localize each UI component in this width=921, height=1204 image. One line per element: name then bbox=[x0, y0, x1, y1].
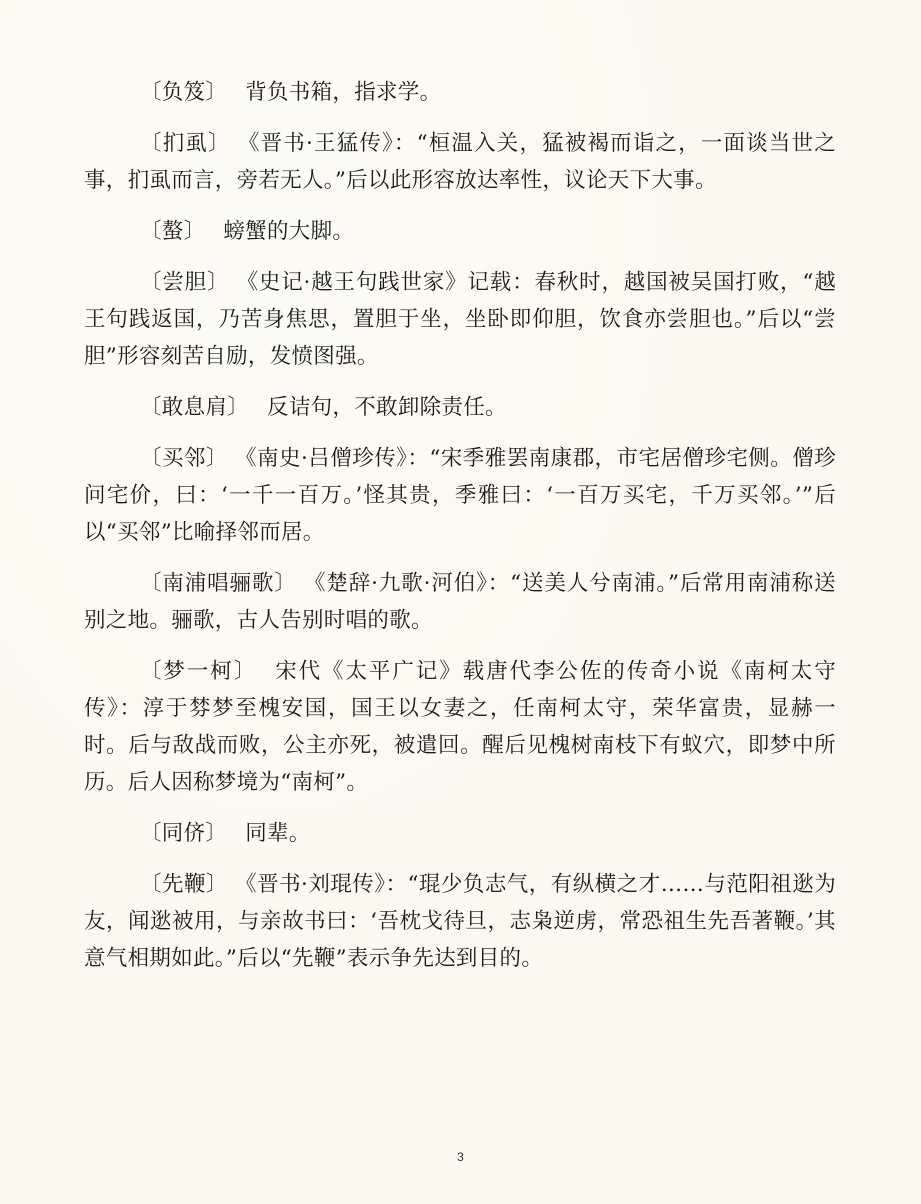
entry-definition: 反诘句，不敢卸除责任。 bbox=[267, 395, 507, 420]
page-number: 3 bbox=[457, 1150, 464, 1164]
entry-definition: 《南史·吕僧珍传》：“宋季雅罢南康郡，市宅居僧珍宅侧。僧珍问宅价，曰：‘一千一百万。’怪其贵，季雅曰：‘一百万买宅，千万买邻。’”后以“买邻”比喻择邻而居。 bbox=[84, 446, 836, 545]
entry-definition: 同辈。 bbox=[245, 821, 311, 846]
glossary-entry-menshi bbox=[84, 125, 836, 199]
entry-term: 〔负笈〕 bbox=[140, 80, 228, 105]
glossary-entry-mengyike bbox=[84, 653, 836, 801]
entry-term: 〔扪虱〕 bbox=[140, 131, 231, 156]
entry-term: 〔梦一柯〕 bbox=[140, 659, 258, 684]
entry-term: 〔尝胆〕 bbox=[140, 270, 230, 295]
entry-term: 〔同侪〕 bbox=[140, 821, 228, 846]
entry-definition: 宋代《太平广记》载唐代李公佐的传奇小说《南柯太守传》：淳于棼梦至槐安国，国王以女妻之，任南柯太守，荣华富贵，显赫一时。后与敌战而败，公主亦死，被遣回。醒后见槐树南枝下有蚁穴，即梦中所历。后人因称梦境为“南柯”。 bbox=[84, 659, 836, 795]
glossary-entry-ganxijian bbox=[84, 389, 836, 426]
glossary-entry-nanpu bbox=[84, 565, 836, 639]
entry-definition: 背负书箱，指求学。 bbox=[245, 80, 442, 105]
glossary-list bbox=[84, 74, 836, 991]
entry-term: 〔先鞭〕 bbox=[140, 872, 228, 897]
entry-definition: 《晋书·刘琨传》：“琨少负志气，有纵横之才……与范阳祖逖为友，闻逖被用，与亲故书曰：‘吾枕戈待旦，志枭逆虏，常恐祖生先吾著鞭。’其意气相期如此。”后以“先鞭”表示争先达到目的。 bbox=[84, 872, 837, 971]
entry-term: 〔螯〕 bbox=[140, 219, 206, 244]
glossary-entry-xianbian bbox=[84, 866, 836, 977]
entry-term: 〔买邻〕 bbox=[140, 446, 228, 471]
glossary-entry-ao bbox=[84, 213, 836, 250]
entry-definition: 螃蟹的大脚。 bbox=[223, 219, 355, 244]
entry-term: 〔南浦唱骊歌〕 bbox=[140, 571, 297, 596]
glossary-entry-changdan bbox=[84, 264, 836, 375]
entry-term: 〔敢息肩〕 bbox=[140, 395, 250, 420]
glossary-entry-mailin bbox=[84, 440, 836, 551]
entry-definition: 《史记·越王句践世家》记载：春秋时，越国被吴国打败，“越王句践返国，乃苦身焦思，置胆于坐，坐卧即仰胆，饮食亦尝胆也。”后以“尝胆”形容刻苦自励，发愤图强。 bbox=[84, 270, 836, 369]
entry-definition: 《楚辞·九歌·河伯》：“送美人兮南浦。”后常用南浦称送别之地。骊歌，古人告别时唱的歌。 bbox=[84, 571, 836, 633]
glossary-entry-fuji bbox=[84, 74, 836, 111]
glossary-entry-tongchai bbox=[84, 815, 836, 852]
entry-definition: 《晋书·王猛传》：“桓温入关，猛被褐而诣之，一面谈当世之事，扪虱而言，旁若无人。”后以此形容放达率性，议论天下大事。 bbox=[84, 131, 837, 193]
